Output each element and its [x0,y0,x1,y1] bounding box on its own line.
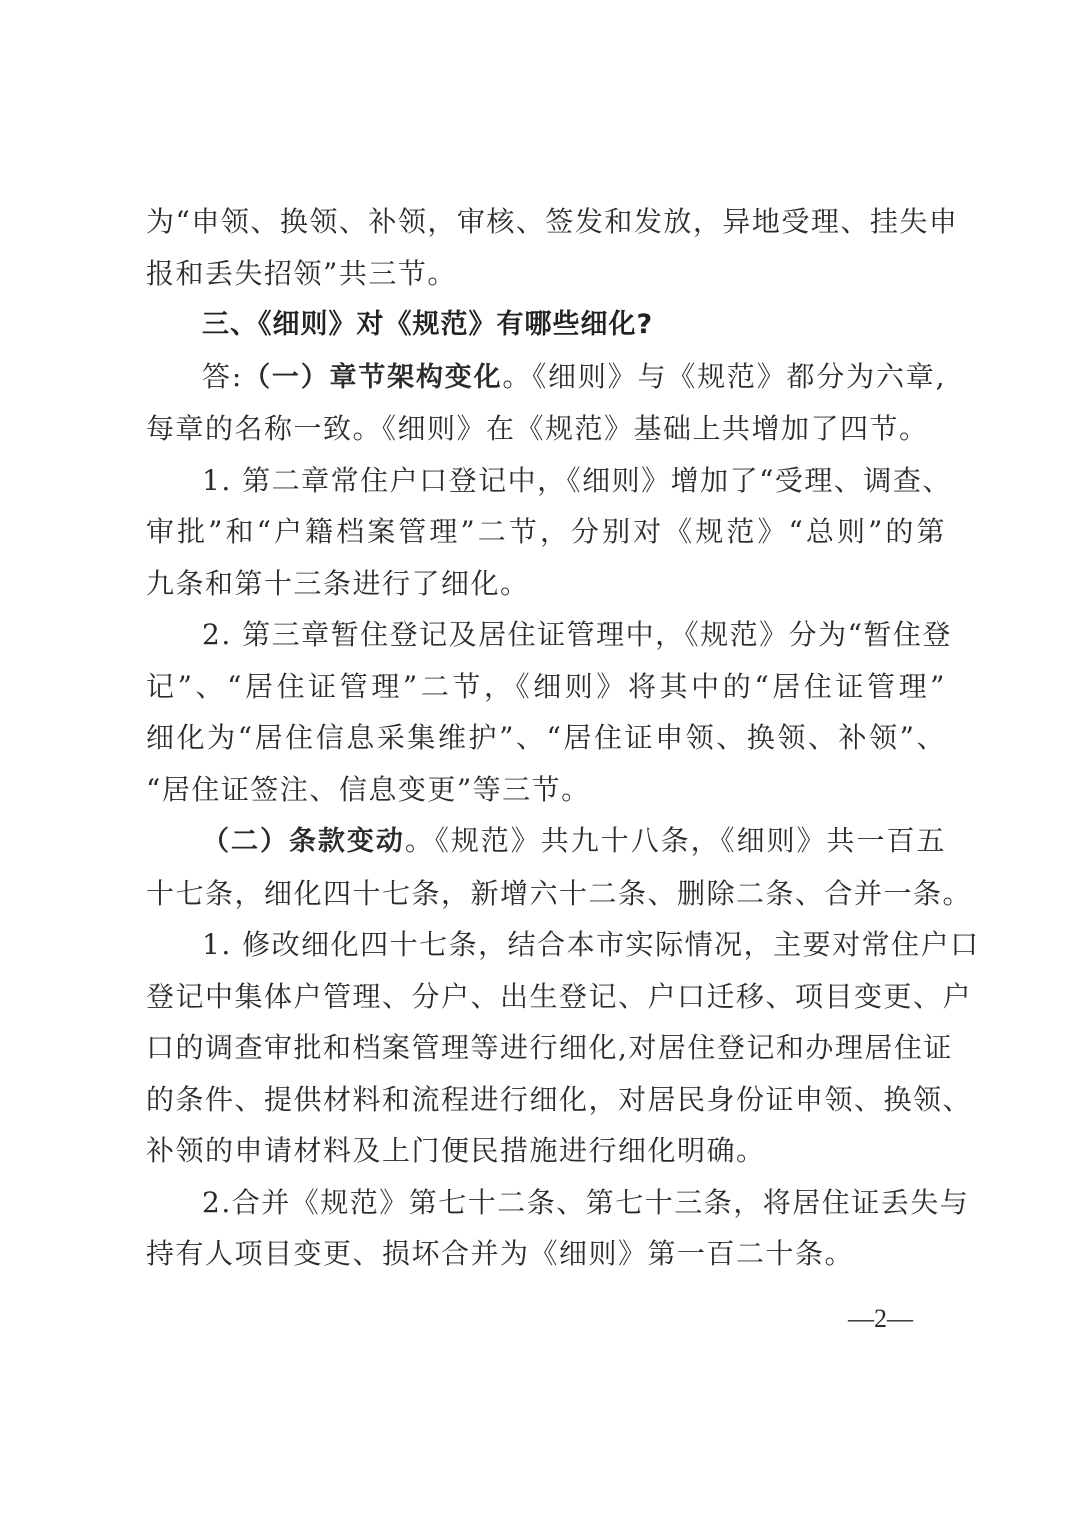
paragraph-answer [146,351,946,455]
text-line: 报和丢失招领”共三节。 [146,256,457,290]
subheading-2: （二）条款变动 [202,826,405,857]
text-line: 每章的名称一致。《细则》在《规范》基础上共增加了四节。 [146,412,929,445]
page-number: —2— [848,1304,913,1333]
paragraph-1 [146,196,959,299]
text-line: 1. 修改细化四十七条，结合本市实际情况，主要对常住户口 [202,928,980,961]
paragraph-clause-item-1 [146,919,980,1177]
text-line: 持有人项目变更、损坏合并为《细则》第一百二十条。 [146,1237,855,1270]
paragraph-clause-item-2 [146,1177,970,1280]
paragraph-item-2 [146,609,952,815]
text-run: 。《细则》与《规范》都分为六章, [502,359,946,393]
text-line: 2. 第三章暂住登记及居住证管理中，《规范》分为“暂住登 [202,618,952,651]
text-line: 十七条，细化四十七条，新增六十二条、删除二条、合并一条。 [146,876,973,910]
text-line: 登记中集体户管理、分户、出生登记、户口迁移、项目变更、户 [146,979,973,1013]
text-line: 补领的申请材料及上门便民措施进行细化明确。 [146,1134,766,1167]
body-text [146,196,980,1280]
text-line: 审批”和“户籍档案管理”二节，分别对《规范》“总则”的第 [146,515,946,548]
text-line: 九条和第十三条进行了细化。 [146,566,530,600]
text-line: 记”、“居住证管理”二节，《细则》将其中的“居住证管理” [146,669,946,703]
text-line: 1. 第二章常住户口登记中，《细则》增加了“受理、调查、 [202,463,952,497]
heading-text: 三、《细则》对《规范》有哪些细化? [202,309,654,340]
section-heading-3 [146,299,946,351]
text-line [146,815,946,868]
text-line: 细化为“居住信息采集维护”、“居住证申领、换领、补领”、 [146,721,946,754]
text-line: 口的调查审批和档案管理等进行细化,对居住登记和办理居住证 [146,1031,953,1064]
subheading-1: （一）章节架构变化 [242,361,503,393]
text-line: “居住证签注、信息变更”等三节。 [146,772,591,806]
text-line: 为“申领、换领、补领，审核、签发和发放，异地受理、挂失申 [146,205,959,238]
text-line [146,351,946,404]
paragraph-clauses [146,815,973,919]
text-line: 2.合并《规范》第七十二条、第七十三条，将居住证丢失与 [202,1185,970,1219]
answer-label: 答: [202,359,243,393]
text-run: 。《规范》共九十八条，《细则》共一百五 [404,824,946,857]
text-line: 的条件、提供材料和流程进行细化，对居民身份证申领、换领、 [146,1082,973,1116]
paragraph-item-1 [146,455,952,610]
